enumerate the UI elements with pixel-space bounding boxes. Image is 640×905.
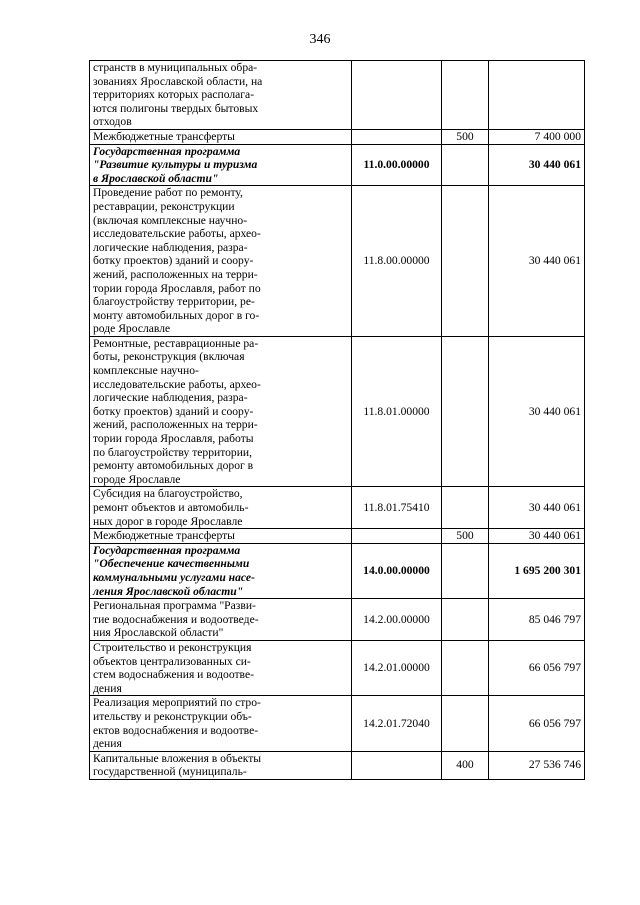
description-line: ных дорог в городе Ярославле [93,514,243,528]
target-article-code: 11.8.01.75410 [352,487,442,529]
description-line: ления Ярославской области" [93,584,244,598]
target-article-code: 11.0.00.00000 [352,144,442,186]
description-line: территориях которых располага- [93,88,255,102]
description-line: Региональная программа "Разви- [93,599,256,613]
description-line: логические наблюдения, разра- [93,391,248,405]
amount-value: 30 440 061 [489,529,585,544]
description-line: коммунальными услугами насе- [93,570,255,584]
amount-value: 30 440 061 [489,186,585,337]
description-line: благоустройству территории, ре- [93,295,255,309]
expense-type-code [442,696,489,751]
amount-value: 66 056 797 [489,640,585,695]
description-line: исследовательские работы, архео- [93,377,261,391]
amount-value: 7 400 000 [489,129,585,144]
expense-type-code: 500 [442,129,489,144]
row-description [90,529,352,544]
description-line: отходов [93,115,132,129]
description-line: тие водоснабжения и водоотведе- [93,612,259,626]
description-line: исследовательские работы, архео- [93,227,261,241]
description-line: реставрации, реконструкции [93,199,235,213]
amount-value: 1 695 200 301 [489,543,585,598]
amount-value: 66 056 797 [489,696,585,751]
expense-type-code [442,543,489,598]
description-line: Государственная программа [93,144,241,158]
description-line: дения [93,737,122,751]
amount-value: 85 046 797 [489,599,585,641]
description-line: странств в муниципальных обра- [93,61,258,74]
table-row [90,487,585,529]
row-description [90,129,352,144]
amount-value [489,61,585,130]
description-line: в Ярославской области" [93,171,219,185]
page-number: 346 [309,32,331,47]
expense-type-code: 400 [442,751,489,779]
row-description [90,751,352,779]
description-line: зованиях Ярославской области, на [93,74,263,88]
description-line: "Обеспечение качественными [93,557,250,571]
budget-table-body [90,61,585,780]
amount-value: 30 440 061 [489,144,585,186]
description-line: по благоустройству территории, [93,445,253,459]
description-line: объектов централизованных си- [93,654,251,668]
description-line: ния Ярославской области" [93,626,224,640]
row-description [90,487,352,529]
description-line: (включая комплексные научно- [93,213,248,227]
description-line: городе Ярославле [93,472,181,486]
row-description [90,599,352,641]
target-article-code [352,529,442,544]
target-article-code: 14.2.01.72040 [352,696,442,751]
budget-table [89,60,585,780]
description-line: "Развитие культуры и туризма [93,158,258,172]
target-article-code [352,129,442,144]
description-line: тории города Ярославля, работ по [93,281,261,295]
description-line: ительству и реконструкции объ- [93,709,252,723]
description-line: Межбюджетные трансферты [93,129,235,143]
table-row [90,129,585,144]
row-description [90,696,352,751]
description-line: ются полигоны твердых бытовых [93,101,259,115]
table-row [90,61,585,130]
description-line: Строительство и реконструкция [93,640,252,654]
row-description [90,144,352,186]
table-row [90,529,585,544]
expense-type-code [442,599,489,641]
program-row [90,144,585,186]
description-line: жений, расположенных на терри- [93,267,258,281]
description-line: жений, расположенных на терри- [93,418,258,432]
description-line: ботку проектов) зданий и соору- [93,404,254,418]
description-line: логические наблюдения, разра- [93,240,248,254]
expense-type-code [442,487,489,529]
description-line: Капитальные вложения в объекты [93,751,262,765]
description-line: дения [93,681,122,695]
expense-type-code [442,144,489,186]
description-line: тории города Ярославля, работы [93,432,254,446]
target-article-code: 14.0.00.00000 [352,543,442,598]
description-line: комплексные научно- [93,364,199,378]
target-article-code: 11.8.01.00000 [352,336,442,487]
program-row [90,543,585,598]
expense-type-code: 500 [442,529,489,544]
description-line: Субсидия на благоустройство, [93,487,243,501]
table-row [90,336,585,487]
description-line: Реализация мероприятий по стро- [93,696,261,710]
description-line: монту автомобильных дорог в го- [93,308,260,322]
amount-value: 30 440 061 [489,336,585,487]
table-row [90,696,585,751]
row-description [90,640,352,695]
target-article-code [352,61,442,130]
expense-type-code [442,186,489,337]
target-article-code: 14.2.01.00000 [352,640,442,695]
description-line: Ремонтные, реставрационные ра- [93,336,259,350]
table-row [90,751,585,779]
row-description [90,186,352,337]
expense-type-code [442,640,489,695]
expense-type-code [442,336,489,487]
amount-value: 27 536 746 [489,751,585,779]
description-line: роде Ярославле [93,322,171,336]
target-article-code: 14.2.00.00000 [352,599,442,641]
expense-type-code [442,61,489,130]
description-line: ектов водоснабжения и водоотве- [93,723,259,737]
description-line: стем водоснабжения и водоотве- [93,668,254,682]
description-line: Государственная программа [93,543,241,557]
amount-value: 30 440 061 [489,487,585,529]
description-line: Проведение работ по ремонту, [93,186,243,200]
target-article-code [352,751,442,779]
description-line: ботку проектов) зданий и соору- [93,254,254,268]
table-row [90,599,585,641]
description-line: Межбюджетные трансферты [93,529,235,543]
row-description [90,61,352,130]
target-article-code: 11.8.00.00000 [352,186,442,337]
description-line: ремонт объектов и автомобиль- [93,501,249,514]
description-line: ремонту автомобильных дорог в [93,459,254,473]
description-line: государственной (муниципаль- [93,765,247,779]
table-row [90,640,585,695]
row-description [90,543,352,598]
table-row [90,186,585,337]
description-line: боты, реконструкция (включая [93,350,245,364]
row-description [90,336,352,487]
